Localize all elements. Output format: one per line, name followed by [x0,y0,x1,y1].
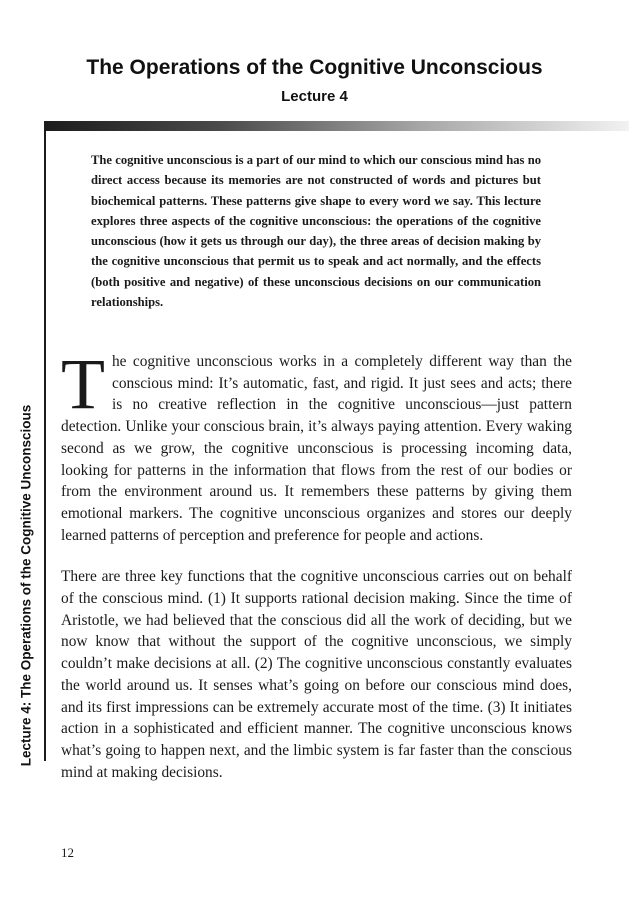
page-title: The Operations of the Cognitive Unconscious [86,56,543,79]
body-text [61,344,572,803]
lecture-number: Lecture 4 [281,88,348,105]
paragraph-1 [61,344,572,546]
running-head [14,404,38,766]
drop-cap: T [61,344,105,424]
side-rule [44,121,46,761]
paragraph-2: There are three key functions that the cognitive unconscious carries out on behalf of the conscious mind. (1) It supports rational decision making. Since the time of Aristotle, we had believed that the conscious did all the work of deciding, but we now know that without the support of the cognitive unconscious, we simply couldn’t make decisions at all. (2) The cognitive unconscious constantly evaluates the world around us. It senses what’s going on before our conscious mind does, and its first impressions can be extremely accurate most of the time. (3) It initiates action in a sophisticated and efficient manner. The cognitive unconscious knows what’s going to happen next, and the limbic system is far faster than the conscious mind at making decisions. [61,568,572,781]
running-head-text: Lecture 4: The Operations of the Cognitive Unconscious [18,404,34,766]
lecture-summary: The cognitive unconscious is a part of our mind to which our conscious mind has no direct access because its memories are not constructed of words and pictures but biochemical patterns. These patterns give shape to every word we say. This lecture explores three aspects of the cognitive unconscious: the operations of the cognitive unconscious (how it gets us through our day), the three areas of decision making by the cognitive unconscious that permit us to speak and act normally, and the effects (both positive and negative) of these unconscious decisions on our communication relationships. [91,153,541,310]
paragraph-1-text: he cognitive unconscious works in a completely different way than the conscious mind: It’s automatic, fast, and rigid. It just sees and acts; there is no creative reflection in the cognitive unconscious—just pattern detection. Unlike your conscious brain, it’s always paying attention. Every waking second as we grow, the cognitive unconscious is processing incoming data, looking for patterns in the information that flows from the rest of our bodies or from the environment around us. It remembers these patterns by giving them emotional markers. The cognitive unconscious organizes and stores our deeply learned patterns of perception and preference for people and actions. [61,353,572,544]
page-number: 12 [61,845,74,860]
header-gradient-bar [44,121,629,131]
